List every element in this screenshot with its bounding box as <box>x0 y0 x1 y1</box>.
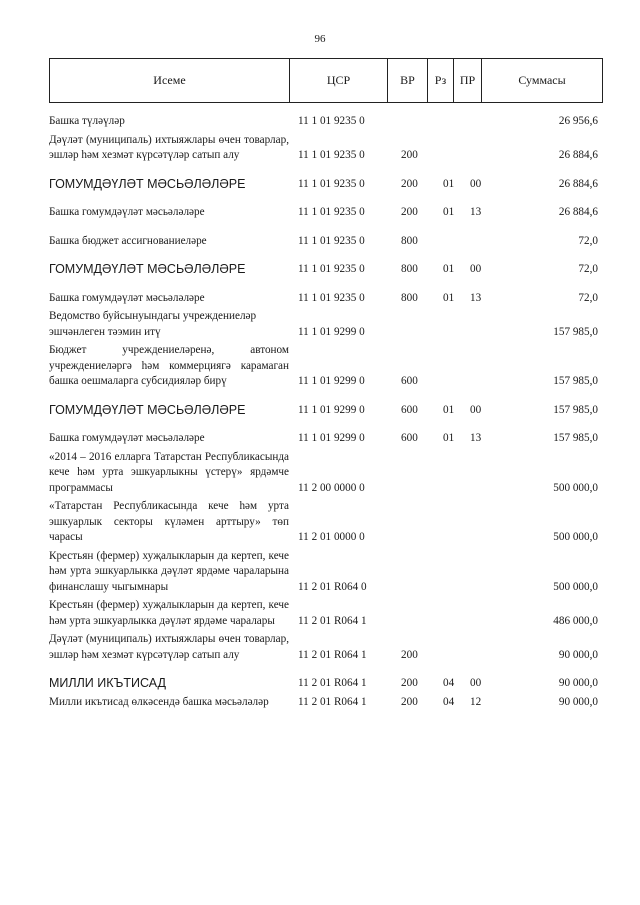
row-sum: 26 884,6 <box>558 149 598 161</box>
header-csr: ЦСР <box>290 59 388 102</box>
row-csr: 11 1 01 9235 0 <box>298 149 365 161</box>
header-sum: Суммасы <box>518 73 566 87</box>
row-pr: 12 <box>470 695 482 708</box>
row-sum: 26 956,6 <box>558 115 598 127</box>
row-name: Ведомство буйсынуындагы учреждениеләр эшчәнлеген тәэмин итү <box>49 310 257 338</box>
row-pr: 13 <box>470 206 482 218</box>
row-vr: 200 <box>401 677 418 689</box>
row-sum: 157 985,0 <box>553 325 598 338</box>
row-name: Башка түләүләр <box>49 115 125 127</box>
row-name: «Татарстан Республикасында кече һәм урта эшкуарлык секторы күләмен арттыру» төп чарасы <box>49 500 289 543</box>
table-row <box>49 676 609 692</box>
row-vr: 800 <box>401 291 418 304</box>
table-row <box>49 262 609 278</box>
row-name: Милли икътисад өлкәсендә башка мәсьәләләр <box>49 695 269 708</box>
row-csr: 11 1 01 9235 0 <box>298 115 365 127</box>
row-sum: 26 884,6 <box>558 206 598 218</box>
row-sum: 72,0 <box>578 291 598 304</box>
table-row <box>49 114 609 130</box>
row-name: ГОМУМДӘҮЛӘТ МӘСЬӘЛӘЛӘРЕ <box>49 176 246 191</box>
row-name: ГОМУМДӘҮЛӘТ МӘСЬӘЛӘЛӘРЕ <box>49 402 246 417</box>
row-sum: 90 000,0 <box>558 648 598 661</box>
row-sum: 486 000,0 <box>553 614 598 627</box>
row-rz: 04 <box>443 677 455 689</box>
row-csr: 11 1 01 9235 0 <box>298 177 365 190</box>
table-row <box>49 177 609 193</box>
row-csr: 11 1 01 9235 0 <box>298 206 365 218</box>
table-row <box>49 499 609 546</box>
row-name: Крестьян (фермер) хуҗалыкларын да кертеп, кече һәм урта эшкуарлыкка дәүләт ярдәме чаралары <box>49 599 289 627</box>
row-name: Дәүләт (муниципаль) ихтыяжлары өчен товарлар, эшләр һәм хезмәт күрсәтүләр сатып алу <box>49 133 289 161</box>
header-name: Исеме <box>50 59 290 102</box>
row-csr: 11 2 01 0000 0 <box>298 531 365 543</box>
row-csr: 11 2 01 R064 1 <box>298 677 367 689</box>
row-vr: 200 <box>401 648 418 661</box>
row-sum: 72,0 <box>578 234 598 247</box>
row-vr: 600 <box>401 375 418 387</box>
row-sum: 90 000,0 <box>558 677 598 689</box>
row-name: Башка гомумдәүләт мәсьәләләре <box>49 206 205 218</box>
row-sum: 500 000,0 <box>553 531 598 543</box>
row-csr: 11 1 01 9235 0 <box>298 291 365 304</box>
header-rz: Рз <box>428 59 454 102</box>
row-name: Башка гомумдәүләт мәсьәләләре <box>49 291 205 304</box>
row-pr: 13 <box>470 291 482 304</box>
table-row <box>49 549 609 596</box>
table-row <box>49 431 609 447</box>
row-csr: 11 1 01 9299 0 <box>298 432 365 444</box>
row-name: Бюджет учреждениеләренә, автоном учреждениеләргә һәм коммерциягә карамаган башка оешмаларга субсидияләр бирү <box>49 344 289 387</box>
row-csr: 11 2 01 R064 1 <box>298 614 367 627</box>
row-name: Башка гомумдәүләт мәсьәләләре <box>49 432 205 444</box>
row-vr: 800 <box>401 263 418 275</box>
table-row <box>49 309 609 340</box>
row-rz: 01 <box>443 263 455 275</box>
row-sum: 157 985,0 <box>553 432 598 444</box>
row-rz: 01 <box>443 432 455 444</box>
row-rz: 01 <box>443 206 455 218</box>
row-pr: 00 <box>470 677 482 689</box>
row-rz: 01 <box>443 291 455 304</box>
table-row <box>49 133 609 164</box>
table-row <box>49 234 609 250</box>
row-vr: 200 <box>401 149 418 161</box>
budget-table-body <box>49 114 609 710</box>
row-csr: 11 1 01 9299 0 <box>298 325 365 338</box>
row-vr: 200 <box>401 177 418 190</box>
row-csr: 11 2 01 R064 0 <box>298 580 367 593</box>
row-name: «2014 – 2016 елларга Татарстан Республикасында кече һәм урта эшкуарлыкны үстерү» ярдәмче программасы <box>49 450 289 494</box>
table-row <box>49 598 609 629</box>
row-sum: 500 000,0 <box>553 481 598 494</box>
row-rz: 01 <box>443 177 455 190</box>
row-pr: 00 <box>470 263 482 275</box>
row-vr: 600 <box>401 432 418 444</box>
row-pr: 00 <box>470 177 482 190</box>
row-csr: 11 1 01 9235 0 <box>298 263 365 275</box>
row-name: Крестьян (фермер) хуҗалыкларын да кертеп, кече һәм урта эшкуарлыкка дәүләт ярдәме чараларына финанслашу чыгымнары <box>49 549 289 593</box>
row-vr: 600 <box>401 403 418 416</box>
table-row <box>49 205 609 221</box>
row-name: ГОМУМДӘҮЛӘТ МӘСЬӘЛӘЛӘРЕ <box>49 262 246 276</box>
table-row <box>49 450 609 497</box>
header-vr: ВР <box>388 59 428 102</box>
row-sum: 157 985,0 <box>553 375 598 387</box>
row-vr: 800 <box>401 234 418 247</box>
row-csr: 11 1 01 9235 0 <box>298 234 365 247</box>
row-csr: 11 2 00 0000 0 <box>298 481 365 494</box>
row-sum: 500 000,0 <box>553 580 598 593</box>
row-rz: 04 <box>443 695 455 708</box>
row-pr: 13 <box>470 432 482 444</box>
row-csr: 11 1 01 9299 0 <box>298 375 365 387</box>
row-vr: 200 <box>401 206 418 218</box>
table-header <box>49 58 603 103</box>
row-csr: 11 2 01 R064 1 <box>298 695 367 708</box>
table-row <box>49 403 609 419</box>
row-sum: 157 985,0 <box>553 403 598 416</box>
row-sum: 72,0 <box>578 263 598 275</box>
row-name: Башка бюджет ассигнованиеләре <box>49 234 207 247</box>
row-vr: 200 <box>401 695 418 708</box>
table-row <box>49 291 609 307</box>
row-csr: 11 2 01 R064 1 <box>298 648 367 661</box>
table-row <box>49 343 609 390</box>
row-name: Дәүләт (муниципаль) ихтыяжлары өчен товарлар, эшләр һәм хезмәт күрсәтүләр сатып алу <box>49 633 289 661</box>
row-sum: 26 884,6 <box>558 177 598 190</box>
row-name: МИЛЛИ ИКЪТИСАД <box>49 676 167 690</box>
row-csr: 11 1 01 9299 0 <box>298 403 365 416</box>
table-row <box>49 632 609 663</box>
row-sum: 90 000,0 <box>558 695 598 708</box>
row-pr: 00 <box>470 403 482 416</box>
header-pr: ПР <box>454 59 482 102</box>
table-row <box>49 695 609 711</box>
page-number: 96 <box>314 33 326 45</box>
row-rz: 01 <box>443 403 455 416</box>
